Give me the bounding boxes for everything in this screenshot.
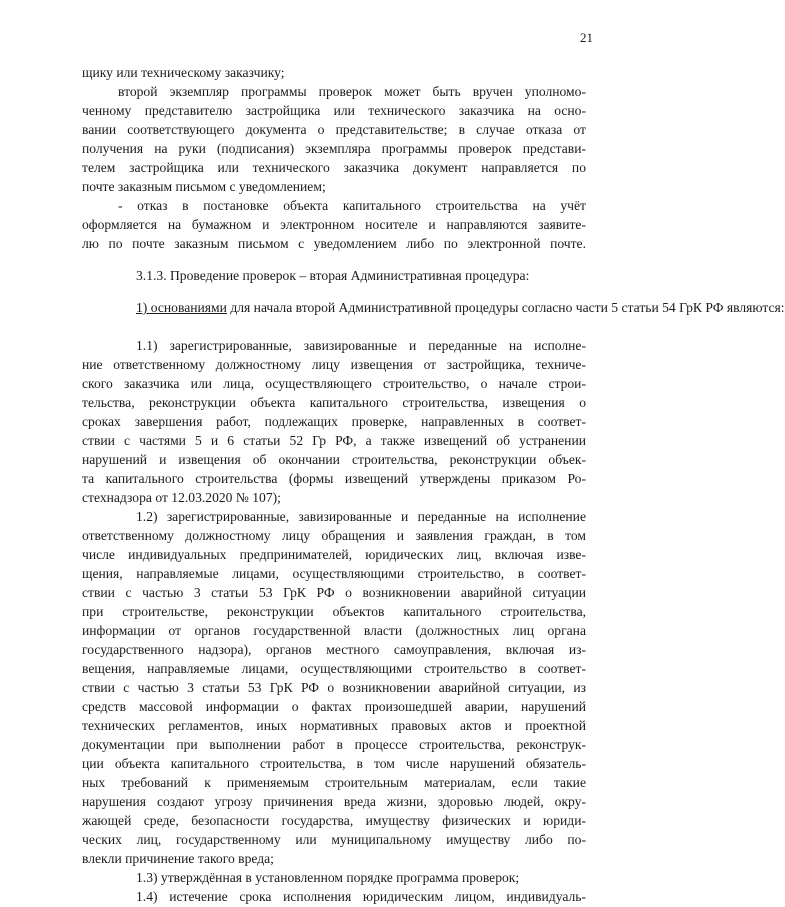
text-line: ствии с частью 3 статьи 53 ГрК РФ о возникновении аварийной ситуации, из: [82, 680, 586, 695]
text-line: телем застройщика или технического заказчика документ направляется по: [82, 160, 586, 175]
page-number: 21: [580, 30, 593, 45]
text-line: почте заказным письмом с уведомлением;: [82, 179, 326, 194]
text-line: ных требований к применяемым строительным материалам, если такие: [82, 775, 586, 790]
text-line: - отказ в постановке объекта капитального строительства на учёт: [118, 198, 586, 213]
text-line: документации при выполнении работ в процессе строительства, реконструк-: [82, 737, 586, 752]
underlined-term: 1) основаниями: [136, 300, 227, 315]
text-line: средств массовой информации о фактах произошедшей аварии, нарушений: [82, 699, 586, 714]
text-line: ции объекта капитального строительства, в том числе нарушений обязатель-: [82, 756, 586, 771]
text-line: 1.3) утверждённая в установленном порядке программа проверок;: [136, 870, 520, 885]
text-line: щения, направляемые лицами, осуществляющими строительство, в соответ-: [82, 566, 586, 581]
text-line: ствии с частью 3 статьи 53 ГрК РФ о возникновении аварийной ситуации: [82, 585, 586, 600]
text-line: тельства, реконструкции объекта капитального строительства, извещения о: [82, 395, 586, 410]
text-line: при строительстве, реконструкции объектов капитального строительства,: [82, 604, 586, 619]
text-line: щику или техническому заказчику;: [82, 65, 285, 80]
text-line: ние ответственному должностному лицу извещения от застройщика, техниче-: [82, 357, 586, 372]
text-line: ческих лиц, государственному или муниципальному имуществу либо по-: [82, 832, 586, 847]
text-line: вании соответствующего документа о представительстве; в случае отказа от: [82, 122, 586, 137]
text-line: ответственному должностному лицу обращения и заявления граждан, в том: [82, 528, 586, 543]
text-line: влекли причинение такого вреда;: [82, 851, 274, 866]
text-line: ского заказчика или лица, осуществляющего строительство, о начале строи-: [82, 376, 586, 391]
text-line: сроках завершения работ, подлежащих проверке, направленных в соответ-: [82, 414, 586, 429]
text-line: технических регламентов, иных нормативных правовых актов и проектной: [82, 718, 586, 733]
text-line: лю по почте заказным письмом с уведомлением либо по электронной почте.: [82, 236, 586, 251]
text-line: стехнадзора от 12.03.2020 № 107);: [82, 490, 281, 505]
text-line: вещения, направляемые лицами, осуществляющими строительство в соответ-: [82, 661, 586, 676]
text-line: нарушений и извещения об окончании строительства, реконструкции объек-: [82, 452, 586, 467]
text-line: жающей среде, безопасности государства, имуществу физических и юриди-: [82, 813, 586, 828]
text-line: 1.4) истечение срока исполнения юридическим лицом, индивидуаль-: [136, 889, 586, 904]
text-line: второй экземпляр программы проверок может быть вручен уполномо-: [118, 84, 586, 99]
text-line: 1.1) зарегистрированные, завизированные и переданные на исполне-: [136, 338, 586, 353]
text-line: числе индивидуальных предпринимателей, юридических лиц, включая изве-: [82, 547, 586, 562]
text-line: государственного надзора), органов местного самоуправления, включая из-: [82, 642, 586, 657]
text-line: та капитального строительства (формы извещений утверждены приказом Ро-: [82, 471, 586, 486]
text-line: нарушения создают угрозу причинения вреда жизни, здоровью людей, окру-: [82, 794, 586, 809]
text-line: оформляется на бумажном и электронном носителе и направляются заявите-: [82, 217, 586, 232]
text-line: [136, 298, 785, 318]
text-line: ченному представителю застройщика или технического заказчика на осно-: [82, 103, 586, 118]
text-line: получения на руки (подписания) экземпляра программы проверок представи-: [82, 141, 586, 156]
text-line: ствии с частями 5 и 6 статьи 52 Гр РФ, а также извещений об устранении: [82, 433, 586, 448]
text-run: для начала второй Административной процедуры согласно части 5 статьи 54 ГрК РФ являются:: [226, 300, 785, 315]
text-line: информации от органов государственной власти (должностных лиц органа: [82, 623, 586, 638]
section-heading: 3.1.3. Проведение проверок – вторая Административная процедура:: [136, 268, 530, 283]
text-line: 1.2) зарегистрированные, завизированные и переданные на исполнение: [136, 509, 586, 524]
